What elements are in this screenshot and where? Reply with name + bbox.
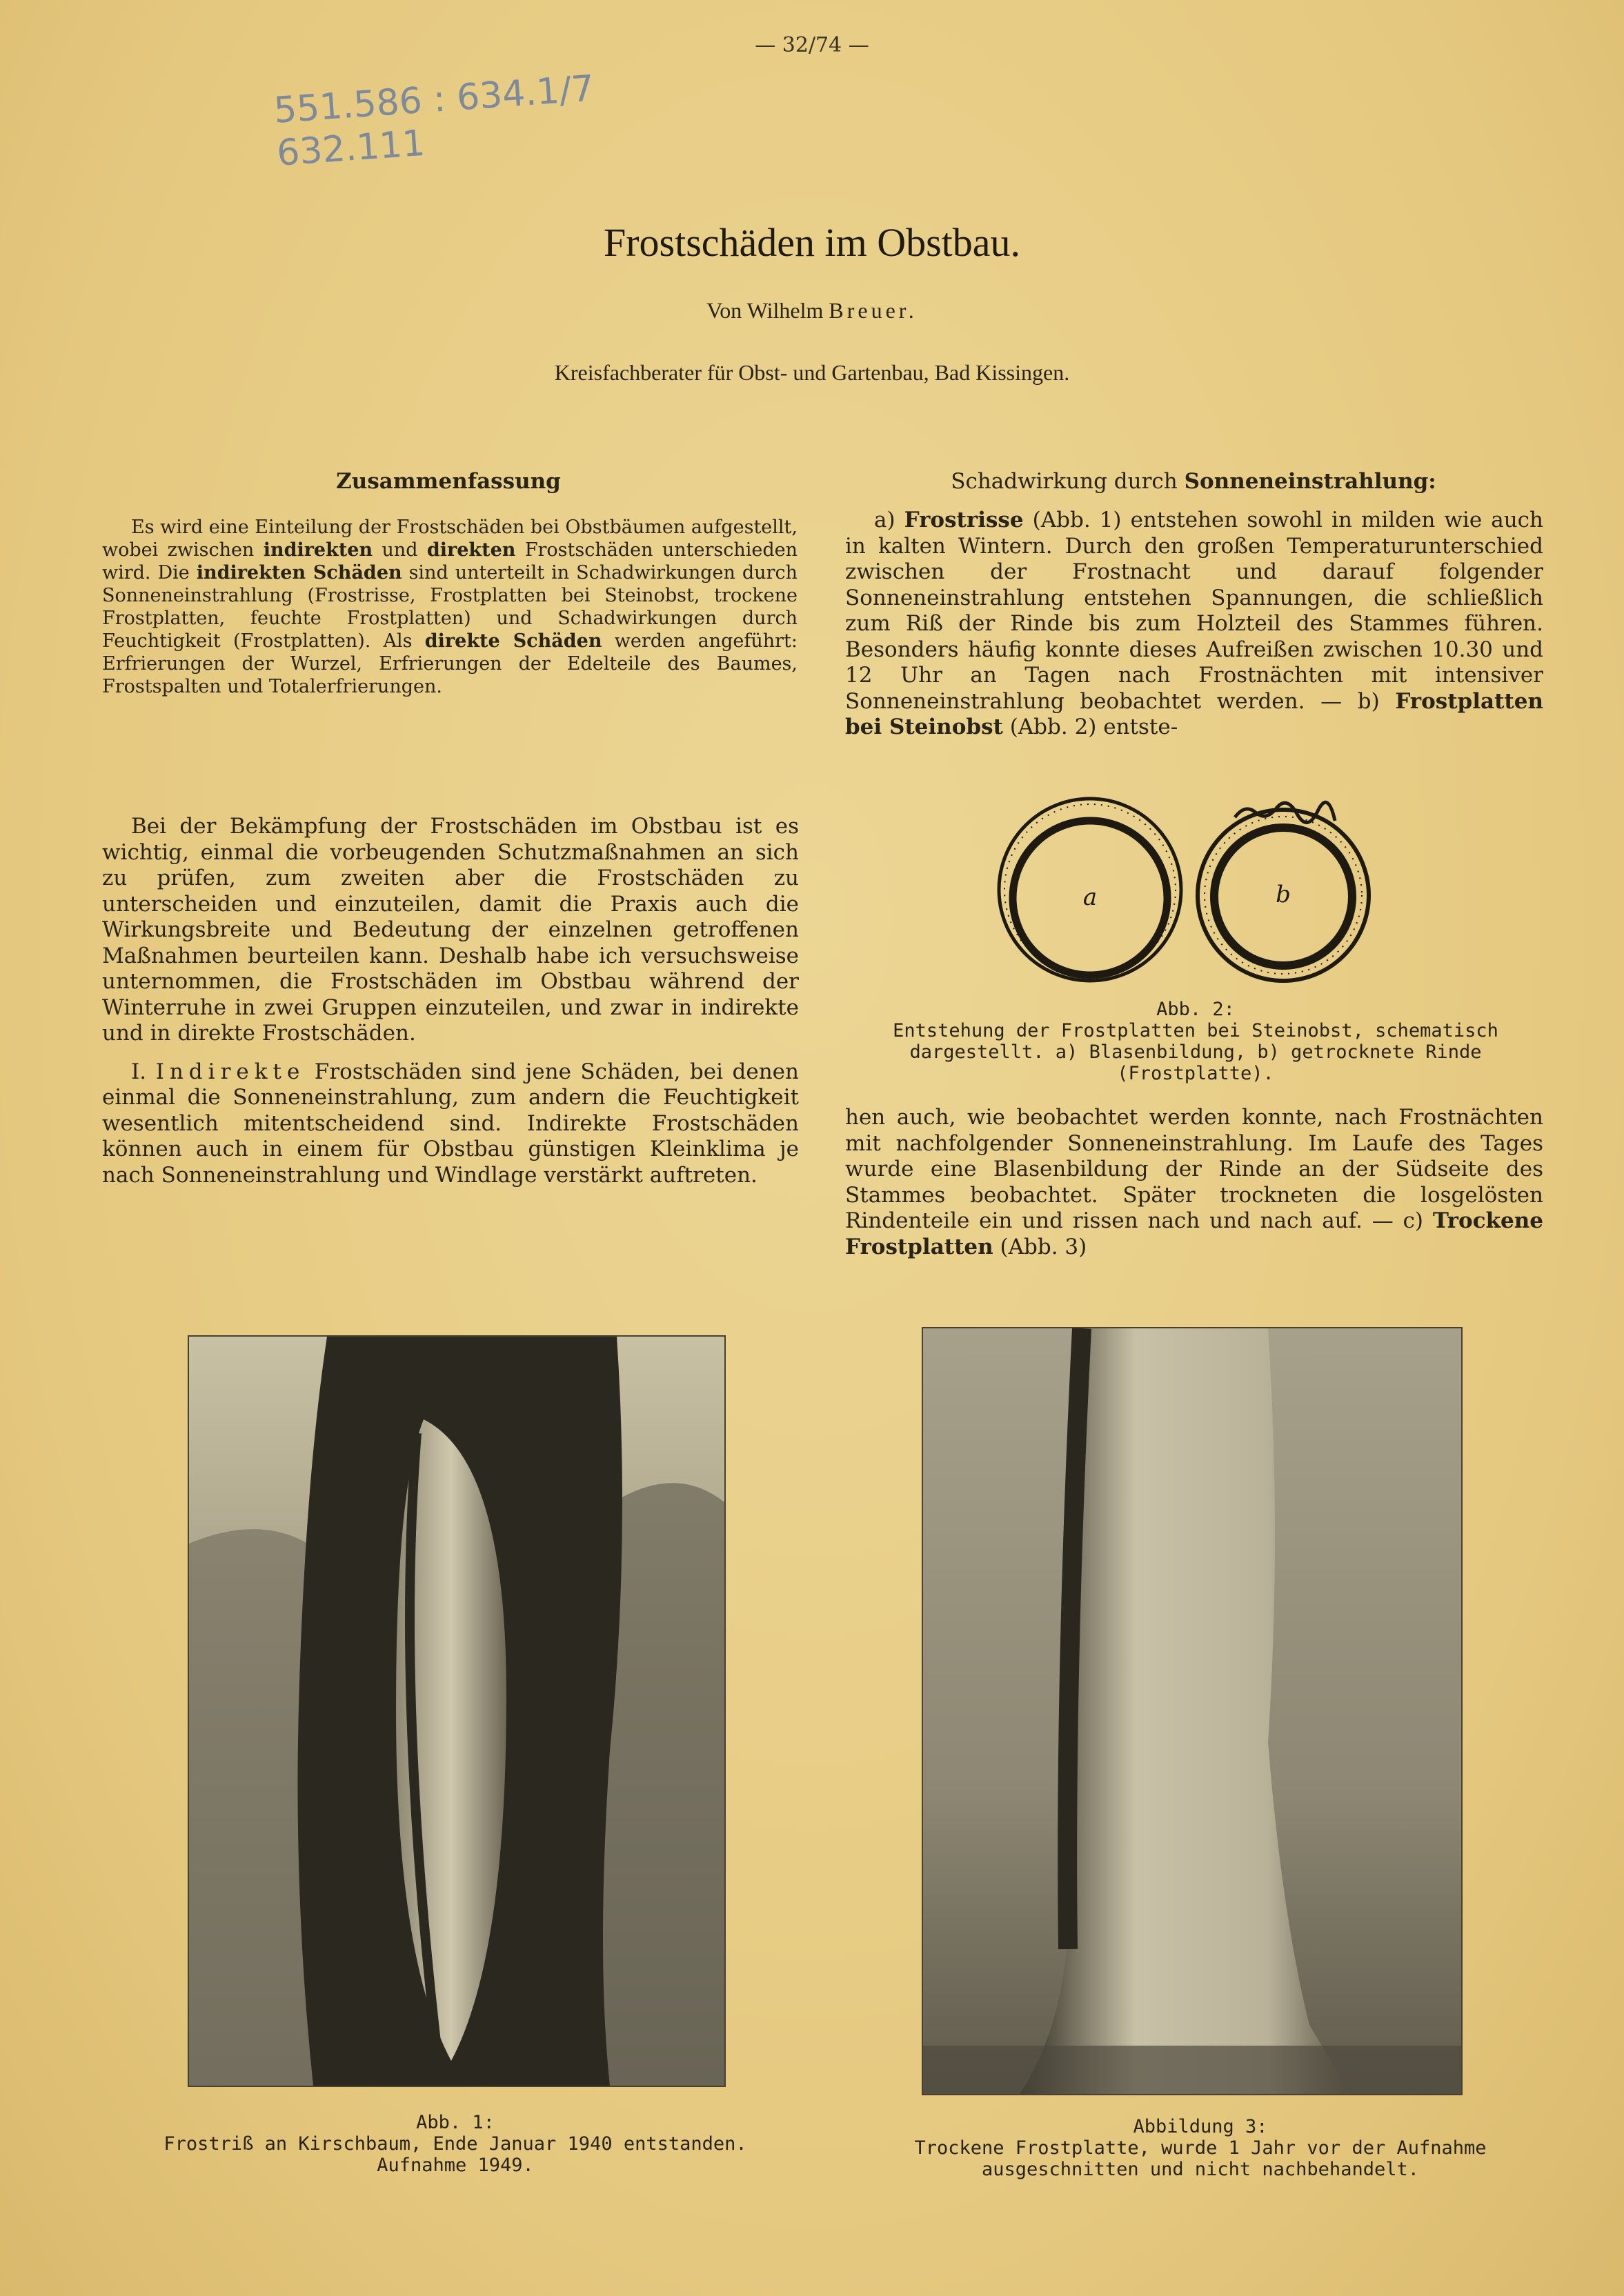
page-number: — 32/74 —: [755, 33, 869, 57]
right-column-body-top: [845, 508, 1543, 741]
rbold: Frostrisse: [904, 508, 1024, 532]
rtext: (Abb. 2) entste-: [1002, 715, 1178, 739]
rbold: Frostplatten bei Steinobst: [845, 688, 1543, 739]
author-affiliation: Kreisfachberater für Obst- und Gartenbau, Bad Kissingen.: [554, 360, 1070, 385]
summary-bold: indirekten: [263, 539, 373, 561]
figure-3-caption-line-1: Trockene Frostplatte, wurde 1 Jahr vor der Aufnahme: [914, 2137, 1487, 2159]
para2-text: Frostschäden sind jene Schäden, bei denen einmal die Sonneneinstrahlung, zum andern die Feuchtigkeit wesentlich mitentscheidend sind. Indirekte Frostschäden können auch in einem für Obstbau günstigen Kleinklima je nach Sonneneinstrahlung und Windlage verstärkt auftreten.: [102, 1059, 799, 1188]
handwritten-shelfmark: [273, 68, 599, 175]
figure-2-caption-title: Abb. 2:: [1156, 999, 1235, 1020]
figure-1-caption-line-1: Frostriß an Kirschbaum, Ende Januar 1940 entstanden.: [164, 2133, 747, 2155]
summary-text: Es wird eine Einteilung der Frostschäden bei Obstbäumen aufgestellt, wobei zwischen: [102, 517, 798, 561]
figure-2-caption-text: Entstehung der Frostplatten bei Steinobst, schematisch dargestellt. a) Blasenbildung, b) getrocknete Rinde (Frostplatte).: [893, 1020, 1498, 1084]
rbold: Trockene Frostplatten: [845, 1208, 1543, 1259]
rtext: (Abb. 3): [993, 1234, 1087, 1259]
summary-text: Frostschäden unterschieden wird. Die: [102, 539, 798, 583]
figure-3-photo: [922, 1327, 1463, 2095]
body-paragraph-2: [102, 1059, 799, 1189]
right-column-body-bottom: [845, 1105, 1543, 1260]
summary-text: sind unterteilt in Schadwirkungen durch Sonneneinstrahlung (Frostrisse, Frostplatten bei Steinobst, trockene Frostplatten, feuchte Frostplatten) und Schadwirkungen durch Feuchtigkeit (Frostplatten). Als: [102, 562, 798, 652]
summary-bold: direkte Schäden: [424, 630, 602, 652]
heading-bold: Sonneneinstrahlung:: [1184, 469, 1436, 494]
figure-1-caption: [103, 2112, 807, 2176]
summary-bold: direkten: [426, 539, 516, 561]
figure-3-caption-line-2: ausgeschnitten und nicht nachbehandelt.: [982, 2159, 1419, 2180]
article-byline: [0, 298, 1624, 323]
para2-prefix: I.: [131, 1059, 156, 1084]
rtext: a): [874, 508, 904, 532]
summary-text: und: [373, 539, 427, 561]
figure-1-caption-line-2: Aufnahme 1949.: [377, 2155, 534, 2176]
summary-heading: Zusammenfassung: [336, 469, 561, 494]
figure-2-label-a: a: [1082, 884, 1098, 911]
figure-2-label-b: b: [1276, 881, 1291, 908]
shelfmark-line-2: 632.111: [275, 122, 427, 174]
author-name: Breuer.: [829, 298, 918, 323]
rtext: (Abb. 1) entstehen sowohl in milden wie auch in kalten Wintern. Durch den großen Temperaturunterschied zwischen der Frostnacht und darauf folgender Sonneneinstrahlung entstehen Spannungen, die schließlich zum Riß der Rinde bis zum Holzteil des Stammes führen. Besonders häufig konnte dieses Aufreißen zwischen 10.30 und 12 Uhr an Tagen nach Frostnächten mit intensiver Sonneneinstrahlung beobachtet werden. — b): [845, 508, 1543, 714]
rtext: hen auch, wie beobachtet werden konnte, nach Frostnächten mit nachfolgender Sonneneinstrahlung. Im Laufe des Tages wurde eine Blasenbildung der Rinde an der Südseite des Stammes beobachtet. Später trockneten die losgelösten Rindenteile ein und rissen nach und nach auf. — c): [845, 1105, 1543, 1233]
shelfmark-line-1: 551.586 : 634.1/7: [273, 68, 596, 132]
figure-2-diagram: [993, 793, 1394, 986]
byline-prefix: Von Wilhelm: [706, 298, 829, 323]
para2-spaced-term: Indirekte: [155, 1059, 306, 1084]
right-column-heading: [845, 469, 1542, 494]
summary-text: werden angeführt: Erfrierungen der Wurzel, Erfrierungen der Edelteile des Baumes, Frostspalten und Totalerfrierungen.: [102, 630, 798, 697]
figure-2-caption: [840, 999, 1551, 1084]
article-title: Frostschäden im Obstbau.: [603, 220, 1021, 265]
left-column-body: [102, 814, 799, 1188]
figure-3-caption-title: Abbildung 3:: [1133, 2116, 1268, 2137]
heading-prefix: Schadwirkung durch: [951, 469, 1185, 494]
body-paragraph-1: Bei der Bekämpfung der Frostschäden im Obstbau ist es wichtig, einmal die vorbeugenden Schutzmaßnahmen an sich zu prüfen, zum zweiten aber die Frostschäden zu unterscheiden und einzuteilen, damit die Praxis auch die Wirkungsbreite und Bedeutung der einzelnen getroffenen Maßnahmen beurteilen kann. Deshalb habe ich versuchsweise unternommen, die Frostschäden im Obstbau während der Winterruhe in zwei Gruppen einzuteilen, und zwar in indirekte und in direkte Frostschäden.: [102, 814, 799, 1046]
figure-3-caption: [849, 2116, 1552, 2180]
summary-bold: indirekten Schäden: [196, 562, 402, 583]
figure-1-caption-title: Abb. 1:: [416, 2112, 495, 2133]
figure-1-photo: [188, 1335, 726, 2087]
summary-paragraph: [102, 516, 798, 698]
